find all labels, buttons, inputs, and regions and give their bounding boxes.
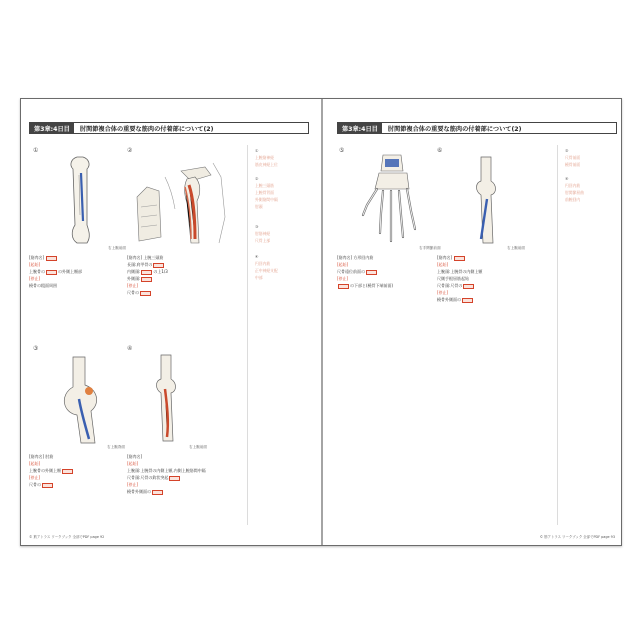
section-number: ② (127, 147, 133, 154)
answer-hint-group: ⑤ 尺骨前面 橈骨前面 (565, 148, 581, 167)
answer-hint-group: ② 上腕三頭筋 上腕骨背面 外側筋間中隔 肘頭 (255, 176, 278, 209)
answer-box[interactable] (169, 476, 180, 481)
field-label: [停止] (437, 290, 449, 295)
text-line: 橈骨の粗面周囲 (29, 283, 57, 288)
shoulder-arm-skeleton-illustration (129, 157, 239, 247)
workbook-spread (20, 98, 622, 546)
answer-box[interactable] (152, 490, 163, 495)
arm-bone-illustration (57, 155, 107, 245)
section-6-text (437, 254, 482, 303)
section-number: ④ (127, 345, 133, 352)
left-page-header (29, 122, 309, 134)
section-5-text (337, 254, 393, 289)
answer-hint-group: ④ 円回内筋 正中神経支配 中部 (255, 254, 278, 280)
field-label: [停止] (337, 276, 349, 281)
section-3-text (29, 453, 74, 488)
text-line: 尺骨の (127, 290, 139, 295)
field-label: [起始] (29, 461, 41, 466)
text-line: 橈骨外側面の (437, 297, 461, 302)
page-footer: © 筋アトラス ワークブック 全部でPDF page 92 (29, 535, 105, 539)
section-number: ⑤ (339, 147, 345, 154)
field-label: [起始] (337, 262, 349, 267)
text-line: の下部と(橈骨下端前面) (350, 283, 394, 288)
section-number: ③ (33, 345, 39, 352)
left-page (21, 99, 321, 545)
figure-caption: 右手関節前面 (419, 246, 441, 250)
answer-hint-group: ① 上腕筋神経 筋皮神経上位 (255, 148, 278, 167)
field-label: [筋肉名] (127, 454, 143, 459)
text-line: 上腕頭:上腕骨の内側上顆 (437, 269, 483, 274)
text-line: 上腕頭:上腕骨の内側上顆,内側上腕筋間中隔 (127, 468, 206, 473)
right-page (323, 99, 623, 545)
forearm-front-illustration (467, 155, 507, 245)
answer-box[interactable] (462, 298, 473, 303)
figure-caption: 右上腕前面 (108, 246, 126, 250)
page-title: 肘関節複合体の重要な筋肉の付着部について(2) (79, 125, 214, 133)
answer-hint-group: ③ 肘筋神経 尺骨上部 (255, 224, 271, 243)
answer-box[interactable] (62, 469, 73, 474)
field-label: [筋肉名] (437, 255, 453, 260)
figure-caption: 右上腕背面 (107, 445, 125, 449)
page-title: 肘関節複合体の重要な筋肉の付着部について(2) (387, 125, 522, 133)
hand-bones-illustration (361, 153, 425, 249)
text-line: 外側頭: (127, 276, 141, 281)
answer-box[interactable] (463, 284, 474, 289)
text-line: 尺側手根屈筋起始 (437, 276, 469, 281)
section-number: ⑥ (437, 147, 443, 154)
answer-box[interactable] (366, 270, 377, 275)
field-label: [起始] (29, 262, 41, 267)
page-footer: © 筋アトラス ワークブック 全部でPDF page 93 (539, 535, 615, 539)
text-line: 上腕骨の外側上顆 (29, 468, 61, 473)
column-divider (557, 145, 558, 525)
text-line: の上1/3 (153, 269, 168, 274)
figure-caption: 右上腕前面 (189, 445, 207, 449)
field-label: [起始] (127, 461, 139, 466)
answer-box[interactable] (42, 483, 53, 488)
right-page-header (337, 122, 617, 134)
text-line: 長頭:肩甲骨の (127, 262, 153, 267)
section-2-text (127, 254, 168, 296)
text-line: 内側頭: (127, 269, 141, 274)
field-label: [停止] (29, 475, 41, 480)
section-4-text (127, 453, 206, 495)
text-line: 上腕骨の (29, 269, 45, 274)
text-line: の外側上顆部 (58, 269, 82, 274)
field-label: [起始] (437, 262, 449, 267)
text-line: 尺骨頭:尺骨の (437, 283, 463, 288)
text-line: 尺骨遠位前面の (337, 269, 365, 274)
answer-box[interactable] (46, 256, 57, 261)
text-line: 尺骨の (29, 482, 41, 487)
field-label: [停止] (127, 283, 139, 288)
field-label: [筋肉名] (29, 255, 45, 260)
chapter-tag: 第3章:4日目 (30, 123, 74, 133)
column-divider (247, 145, 248, 525)
field-label: [停止] (127, 482, 139, 487)
text-line: 尺骨頭:尺骨の鈎状突起 (127, 475, 169, 480)
field-label: [停止] (29, 276, 41, 281)
field-label: [筋肉名] 方形回内筋 (337, 255, 374, 260)
answer-box[interactable] (140, 291, 151, 296)
field-label: [筋肉名] 肘筋 (29, 454, 54, 459)
answer-box[interactable] (46, 270, 57, 275)
answer-box[interactable] (141, 277, 152, 282)
forearm-front-illustration (147, 353, 187, 443)
chapter-tag: 第3章:4日目 (338, 123, 382, 133)
text-line: 橈骨外側面の (127, 489, 151, 494)
section-number: ① (33, 147, 39, 154)
answer-box[interactable] (153, 263, 164, 268)
answer-box[interactable] (141, 270, 152, 275)
answer-hint-group: ⑥ 円回内筋 肘関節屈曲 前腕回内 (565, 176, 584, 202)
answer-box[interactable] (454, 256, 465, 261)
answer-box[interactable] (338, 284, 349, 289)
elbow-back-illustration (51, 355, 111, 445)
section-1-text (29, 254, 82, 289)
figure-caption: 右上腕前面 (507, 246, 525, 250)
field-label: [筋肉名] 上腕三頭筋 (127, 255, 164, 260)
